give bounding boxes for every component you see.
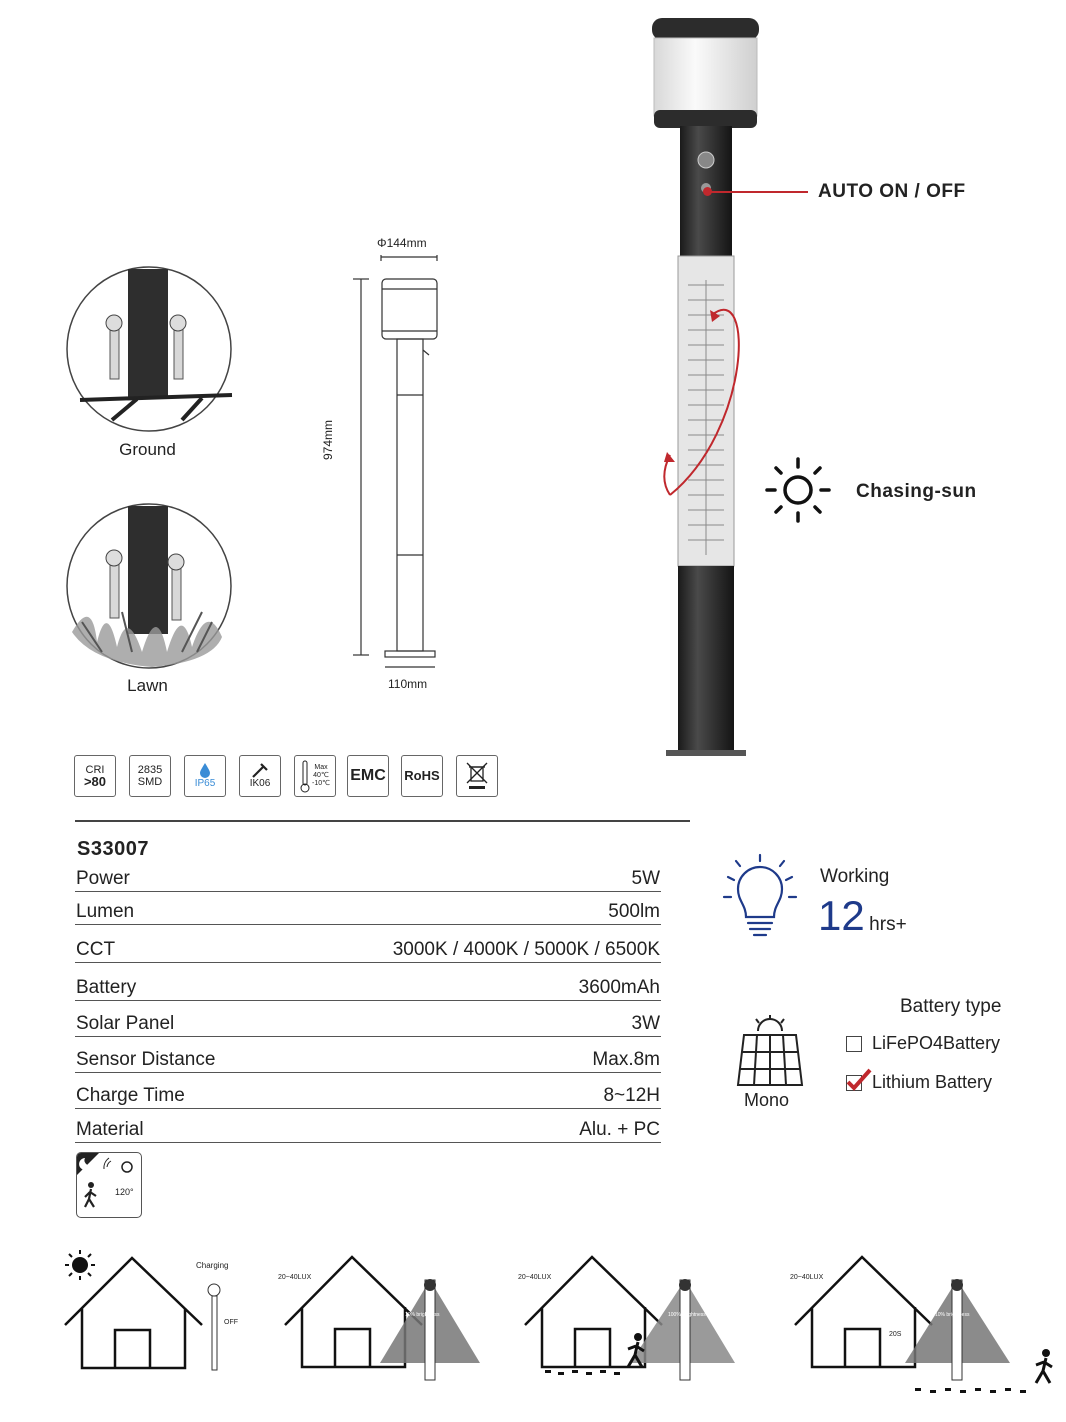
working-label: Working [820,866,890,887]
working-hours [818,892,907,940]
full-brightness-label: 100% Brightness [668,1312,706,1318]
scene-night-motion [520,1245,740,1385]
diameter-label: Φ144mm [377,236,427,250]
brightness-label-2: 10% brightness [935,1312,970,1318]
cri-badge: CRI >80 [74,755,116,797]
battery-option-lifepo4: LiFePO4Battery [846,1033,1000,1054]
solar-panel-icon [732,1015,808,1089]
scene-night-dim [280,1245,480,1385]
spec-row: Solar Panel 3W [75,1001,661,1037]
panel-type-label: Mono [744,1090,790,1110]
off-label: OFF [224,1319,238,1326]
hammer-icon [251,762,269,778]
working-hours-value: 12 [818,892,865,939]
night-motion-icon [77,1153,141,1217]
water-drop-icon [199,762,211,778]
ground-install-illustration [62,265,238,435]
auto-callout-line [708,191,808,193]
lithium-checkbox[interactable] [846,1075,862,1091]
lux-label-1: 20~40LUX [278,1274,312,1281]
spec-row: Lumen 500lm [75,892,661,925]
charging-label: Charging [196,1261,229,1270]
model-number: S33007 [77,838,149,860]
smd-badge: 2835 SMD [129,755,171,797]
light-bulb-icon [718,853,802,941]
scene-day-charging [60,1250,260,1380]
rohs-badge: RoHS [401,755,443,797]
battery-option-lithium: Lithium Battery [846,1072,992,1093]
auto-callout-dot [703,187,712,196]
sun-icon [763,455,833,525]
lifepo4-checkbox[interactable] [846,1036,862,1052]
ik06-badge: IK06 [239,755,281,797]
lawn-install-illustration [62,502,238,672]
sensor-mode-icon [76,1152,142,1218]
delay-label: 20S [889,1331,902,1338]
emc-badge: EMC [347,755,389,797]
battery-type-title: Battery type [900,996,1002,1017]
working-hours-unit: hrs+ [869,914,907,935]
lawn-label: Lawn [127,676,168,695]
spec-row: CCT 3000K / 4000K / 5000K / 6500K [75,925,661,963]
chasing-sun-label: Chasing-sun [856,481,977,502]
brightness-label-1: 10% brightness [405,1312,440,1318]
checkmark-icon [846,1068,872,1092]
auto-on-off-label: AUTO ON / OFF [818,181,966,202]
spec-row: Sensor Distance Max.8m [75,1037,661,1073]
lamp-product-image [640,10,770,760]
ground-label: Ground [119,440,176,459]
spec-table [75,838,661,1143]
section-divider [75,820,690,822]
base-label: 110mm [388,677,428,691]
spec-row: Charge Time 8~12H [75,1073,661,1109]
spec-row: Material Alu. + PC [75,1109,661,1143]
ip65-badge: IP65 [184,755,226,797]
spec-row: Battery 3600mAh [75,963,661,1001]
temperature-badge: Max 40℃ -10℃ [294,755,336,797]
thermometer-icon [300,759,310,793]
weee-bin-icon [465,761,489,791]
dimension-drawing [345,255,445,675]
spec-row: Power 5W [75,865,661,892]
height-label: 974mm [321,419,335,460]
lux-label-3: 20~40LUX [790,1274,824,1281]
scene-night-delay [790,1245,1060,1400]
weee-badge [456,755,498,797]
sensor-angle: 120° [115,1187,134,1197]
lux-label-2: 20~40LUX [518,1274,552,1281]
